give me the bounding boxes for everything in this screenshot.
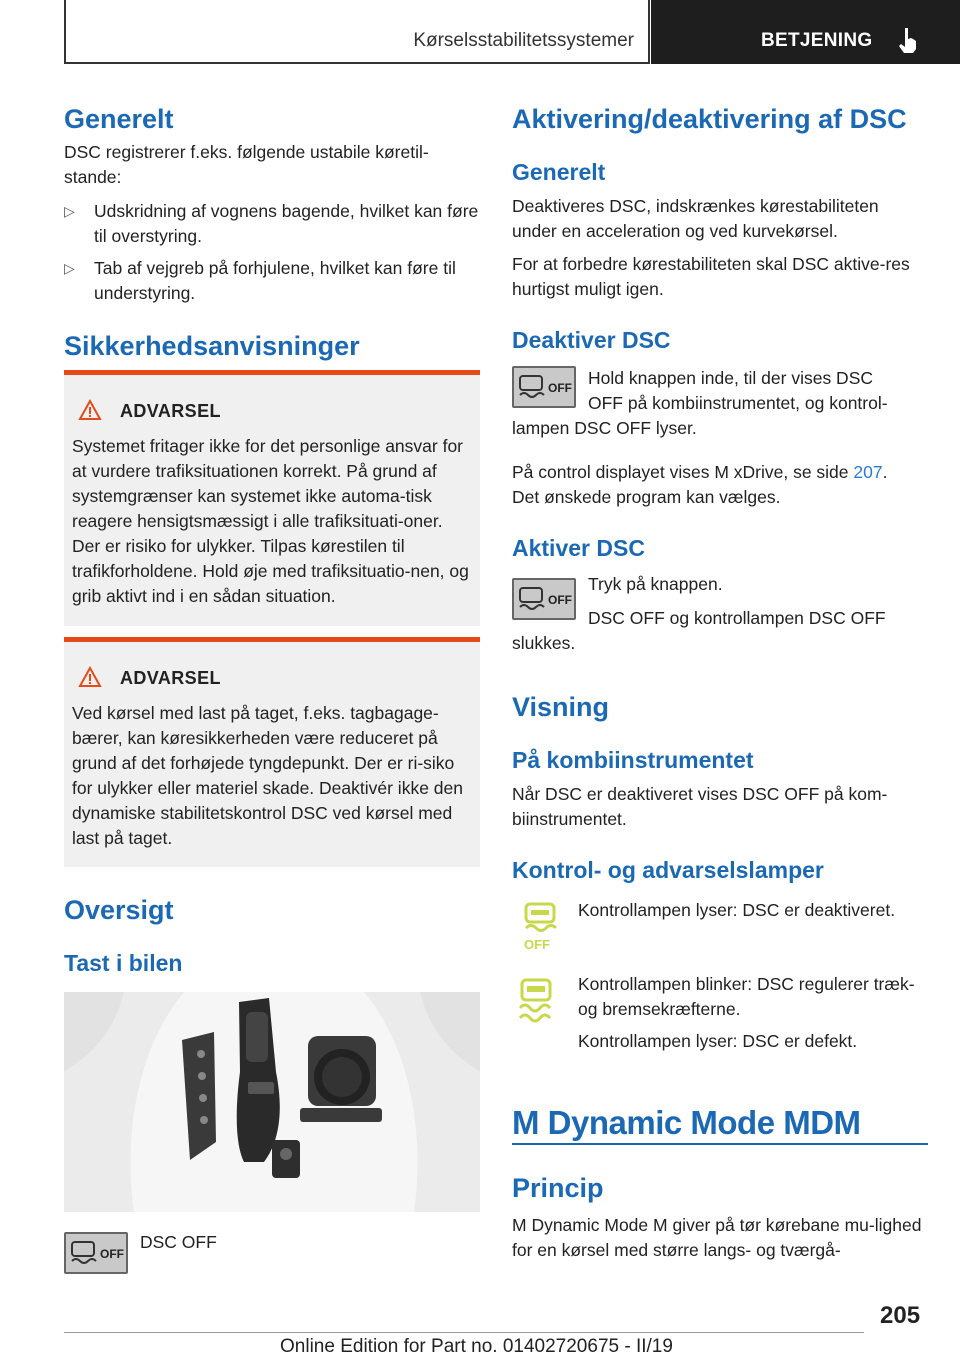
aktivering-heading: Aktivering/deaktivering af DSC <box>512 104 907 134</box>
deaktiver-paragraph: På control displayet vises M xDrive, se side 207. <box>512 462 888 482</box>
warning-text: Systemet fritager ikke for det personlige ansvar for at vurdere trafiksituationen korrekt. På grund af systemgrænser kan systemet ikke automa-tisk reagere hensigtsmæssigt i alle trafiksituati-oner. Der er risiko for ulykker. Tilpas kørestilen til trafikforholdene. Hold øje med trafiksituatio-nen, og grib aktivt ind i en sådan situation. <box>72 436 469 606</box>
svg-text:OFF: OFF <box>524 937 550 952</box>
chapter-tab[interactable] <box>651 0 960 64</box>
dsc-off-lamp-icon <box>520 900 560 952</box>
aktiver-text: DSC OFF og kontrollampen DSC OFF <box>588 608 886 628</box>
aktiver-text: slukkes. <box>512 633 576 653</box>
triangle-bullet-icon: ▷ <box>64 203 75 219</box>
pointing-hand-icon <box>896 26 920 54</box>
lamp1-text: Kontrollampen lyser: DSC er deaktiveret. <box>578 900 896 920</box>
princip-heading: Princip <box>512 1173 604 1203</box>
deaktiver-text: Hold knappen inde, til der vises DSC <box>588 368 874 388</box>
section-title: Kørselsstabilitetssystemer <box>413 30 634 51</box>
aktiver-heading: Aktiver DSC <box>512 535 645 561</box>
warning-box <box>64 637 480 867</box>
center-console-photo <box>64 992 480 1212</box>
list-item: ▷ Udskridning af vognens bagende, hvilket kan føre til overstyring. <box>64 201 479 246</box>
visning-heading: Visning <box>512 692 610 722</box>
svg-text:OFF: OFF <box>548 381 572 395</box>
dsc-off-button-icon <box>512 366 576 408</box>
deaktiver-text: OFF på kombiinstrumentet, og kontrol- <box>588 393 888 413</box>
svg-text:OFF: OFF <box>548 593 572 607</box>
header-frame <box>64 0 650 64</box>
generelt-paragraph: For at forbedre kørestabiliteten skal DSC aktive-res hurtigst muligt igen. <box>512 254 910 299</box>
lamp2-text: Kontrollampen blinker: DSC regulerer træk- og bremsekræfterne. <box>578 974 915 1019</box>
mdm-heading: M Dynamic Mode MDM <box>512 1104 861 1141</box>
deaktiver-heading: Deaktiver DSC <box>512 327 671 353</box>
tast-heading: Tast i bilen <box>64 950 183 976</box>
warning-triangle-icon <box>78 666 102 688</box>
triangle-bullet-icon: ▷ <box>64 260 75 276</box>
lamper-heading: Kontrol- og advarselslamper <box>512 857 824 883</box>
footer-rule <box>64 1332 864 1333</box>
list-item: ▷ Tab af vejgreb på forhjulene, hvilket kan føre til understyring. <box>64 258 456 303</box>
generelt-heading: Generelt <box>64 104 174 134</box>
warning-label: ADVARSEL <box>120 401 221 421</box>
dsc-lamp-icon <box>516 976 556 1028</box>
sikkerhed-heading: Sikkerhedsanvisninger <box>64 331 360 361</box>
page-number: 205 <box>880 1302 921 1329</box>
deaktiver-paragraph: Det ønskede program kan vælges. <box>512 487 781 507</box>
kombi-heading: På kombiinstrumentet <box>512 747 754 773</box>
heading-rule <box>512 1143 928 1145</box>
lamp2-text: Kontrollampen lyser: DSC er defekt. <box>578 1031 858 1051</box>
console-illustration <box>64 992 480 1212</box>
aktiver-text: Tryk på knappen. <box>588 574 723 594</box>
page-link[interactable]: 207 <box>853 462 883 482</box>
generelt-subheading: Generelt <box>512 159 606 185</box>
warning-text: Ved kørsel med last på taget, f.eks. tagbagage-bærer, kan køresikkerheden være reduceret på grund af det forhøjede tyngdepunkt. Der er ri-siko for ulykker eller materiel skade. Deaktivér ikke den dynamiske stabilitetskontrol DSC ved kørsel med last på taget. <box>72 703 463 848</box>
generelt-text: DSC registrerer f.eks. følgende ustabile køretil-stande: <box>64 142 429 187</box>
button-caption: DSC OFF <box>140 1232 217 1252</box>
kombi-text: Når DSC er deaktiveret vises DSC OFF på kom-biinstrumentet. <box>512 784 888 829</box>
dsc-off-button-icon <box>64 1232 128 1274</box>
dsc-off-button-icon <box>512 578 576 620</box>
warning-triangle-icon <box>78 399 102 421</box>
warning-box <box>64 370 480 626</box>
deaktiver-text: lampen DSC OFF lyser. <box>512 418 697 438</box>
generelt-paragraph: Deaktiveres DSC, indskrænkes kørestabiliteten under en acceleration og ved kurvekørsel. <box>512 196 879 241</box>
princip-text: M Dynamic Mode M giver på tør kørebane mu-lighed for en kørsel med større langs- og tværgå- <box>512 1215 922 1260</box>
svg-text:OFF: OFF <box>100 1247 124 1261</box>
chapter-tab-label: BETJENING <box>761 30 873 51</box>
footer-edition: Online Edition for Part no. 01402720675 - II/19 <box>280 1336 673 1357</box>
oversigt-heading: Oversigt <box>64 895 174 925</box>
warning-label: ADVARSEL <box>120 668 221 688</box>
